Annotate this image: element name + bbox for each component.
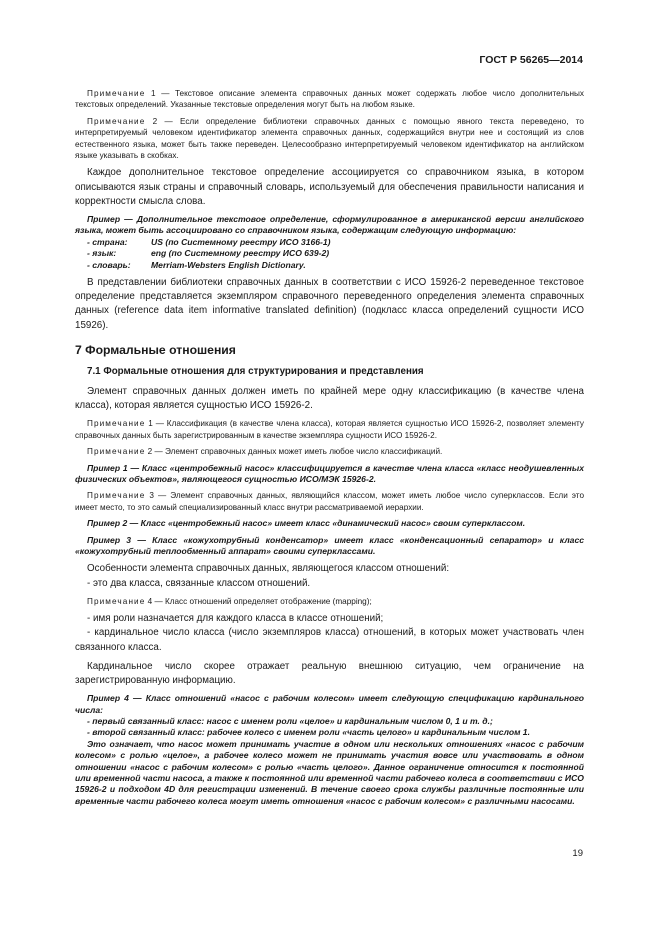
body-paragraph: В представлении библиотеки справочных данных в соответствии с ИСО 15926-2 переведенное текстовое определение представляется экземпляром справочного переведенного определения элемента справочных данных (reference data item informative translated definition) (подкласс класса определений сущности ИСО 15926). bbox=[75, 277, 584, 331]
body-paragraph: Элемент справочных данных должен иметь по крайней мере одну классификацию (в качестве члена класса), которая является сущностью ИСО 15926-2. bbox=[75, 385, 584, 412]
note bbox=[75, 596, 584, 607]
example-paragraph: Это означает, что насос может принимать участие в одном или нескольких отношениях «насос с рабочим колесом» с ролью «целое», а рабочее колесо может не принимать участия вовсе или участвовать в одном отношении «насос с рабочим колесом» с ролью «часть целого». Данное ограничение относится к постоянной или временной части насоса, а также к постоянной или временной части рабочего колеса в соответствии с ИСО 15926-2 и подходом 4D для регистрации изменений. В течение своего срока службы различные постоянные или временные части рабочего колеса могут иметь отношения «насос с рабочим колесом» с различными насосами. bbox=[75, 738, 584, 806]
body-paragraph: Особенности элемента справочных данных, являющегося классом отношений: bbox=[87, 563, 450, 575]
note-label: Примечание bbox=[87, 491, 146, 501]
note bbox=[75, 418, 584, 441]
page-number: 19 bbox=[572, 848, 583, 859]
page-content bbox=[75, 88, 584, 812]
note-text: 3 — Элемент справочных данных, являющийся классом, может иметь любое число суперклассов. Если это имеет место, то это самый специализированный класс внутри рассматриваемой иерархии. bbox=[75, 491, 584, 512]
example-list-item: - первый связанный класс: насос с именем роли «целое» и кардинальным числом 0, 1 и т. д.; bbox=[87, 716, 493, 726]
standard-code: ГОСТ Р 56265—2014 bbox=[479, 54, 583, 66]
body-paragraph: Кардинальное число скорее отражает реальную внешнюю ситуацию, чем ограничение на зарегистрированную информацию. bbox=[75, 660, 584, 686]
note-label: Примечание bbox=[87, 419, 146, 429]
subsection-heading: 7.1 Формальные отношения для структурирования и представления bbox=[87, 365, 424, 377]
item-key: - страна: bbox=[87, 236, 128, 247]
example-list-item bbox=[87, 248, 584, 259]
example-list-item bbox=[87, 237, 584, 248]
note-text: 2 — Если определение библиотеки справочных данных с помощью явного текста переведено, то интерпретируемый человеком идентификатор элемента справочных данных, содержащийся внутри нее и состоящий из слов естественного языка, может быть также переведен. Целесообразно интерпретируемый человеком идентификатор на английском языке указывать в скобках. bbox=[75, 116, 584, 161]
item-key: - язык: bbox=[87, 248, 117, 259]
note-text: 4 — Класс отношений определяет отображение (mapping); bbox=[145, 596, 372, 606]
note bbox=[75, 446, 584, 457]
example-list-item bbox=[87, 260, 584, 271]
list-item: - имя роли назначается для каждого класса в классе отношений; bbox=[87, 613, 384, 625]
note bbox=[75, 88, 584, 111]
body-paragraph: Каждое дополнительное текстовое определение ассоциируется со справочником языка, в котором описываются язык страны и справочный словарь, используемый для обеспечения правильности написания и корректности смысла слова. bbox=[75, 167, 584, 207]
item-key: - словарь: bbox=[87, 259, 131, 270]
note bbox=[75, 116, 584, 162]
list-item: - это два класса, связанные классом отношений. bbox=[87, 577, 311, 589]
item-value: eng (по Системному реестру ИСО 639-2) bbox=[151, 248, 330, 259]
example-paragraph: Пример 3 — Класс «кожухотрубный конденсатор» имеет класс «конденсационный сепаратор» и класс «кожухотрубный теплообменный аппарат» своими суперклассами. bbox=[75, 534, 584, 556]
note-label: Примечание bbox=[87, 596, 146, 606]
note-text: 1 — Текстовое описание элемента справочных данных может содержать любое число дополнительных текстовых определений. Указанные текстовые определения могут быть на любом языке. bbox=[75, 89, 584, 110]
example-paragraph: Пример — Дополнительное текстовое определение, сформулированное в американской версии английского языка, может быть ассоциировано со справочником языка, содержащим следующую информацию: bbox=[75, 214, 584, 236]
example-list bbox=[75, 237, 584, 271]
note-text: 2 — Элемент справочных данных может иметь любое число классификаций. bbox=[145, 447, 443, 457]
note-label: Примечание bbox=[87, 116, 146, 126]
item-value: US (по Системному реестру ИСО 3166-1) bbox=[151, 236, 331, 247]
example-paragraph: Пример 1 — Класс «центробежный насос» классифицируется в качестве члена класса «класс неодушевленных физических объектов», являющегося сущностью ИСО/МЭК 15926-2. bbox=[75, 462, 584, 484]
item-value: Merriam-Websters English Dictionary. bbox=[151, 259, 306, 270]
note-label: Примечание bbox=[87, 89, 146, 98]
note-label: Примечание bbox=[87, 447, 146, 457]
list-item: - кардинальное число класса (число экземпляров класса) отношений, в которых может участвовать член связанного класса. bbox=[75, 627, 584, 653]
section-heading: 7 Формальные отношения bbox=[75, 342, 236, 357]
note-text: 1 — Классификация (в качестве члена класса), которая является сущностью ИСО 15926-2, позволяет элементу справочных данных быть зарегистрированным в качестве экземпляра сущности ИСО 15926-2. bbox=[75, 419, 584, 440]
note bbox=[75, 490, 584, 513]
example-paragraph: Пример 2 — Класс «центробежный насос» имеет класс «динамический насос» своим суперклассом. bbox=[87, 518, 526, 529]
example-list-item: - второй связанный класс: рабочее колесо с именем роли «часть целого» и кардинальным числом 1. bbox=[87, 727, 530, 738]
example-paragraph: Пример 4 — Класс отношений «насос с рабочим колесом» имеет следующую спецификацию кардинального числа: bbox=[75, 693, 584, 715]
